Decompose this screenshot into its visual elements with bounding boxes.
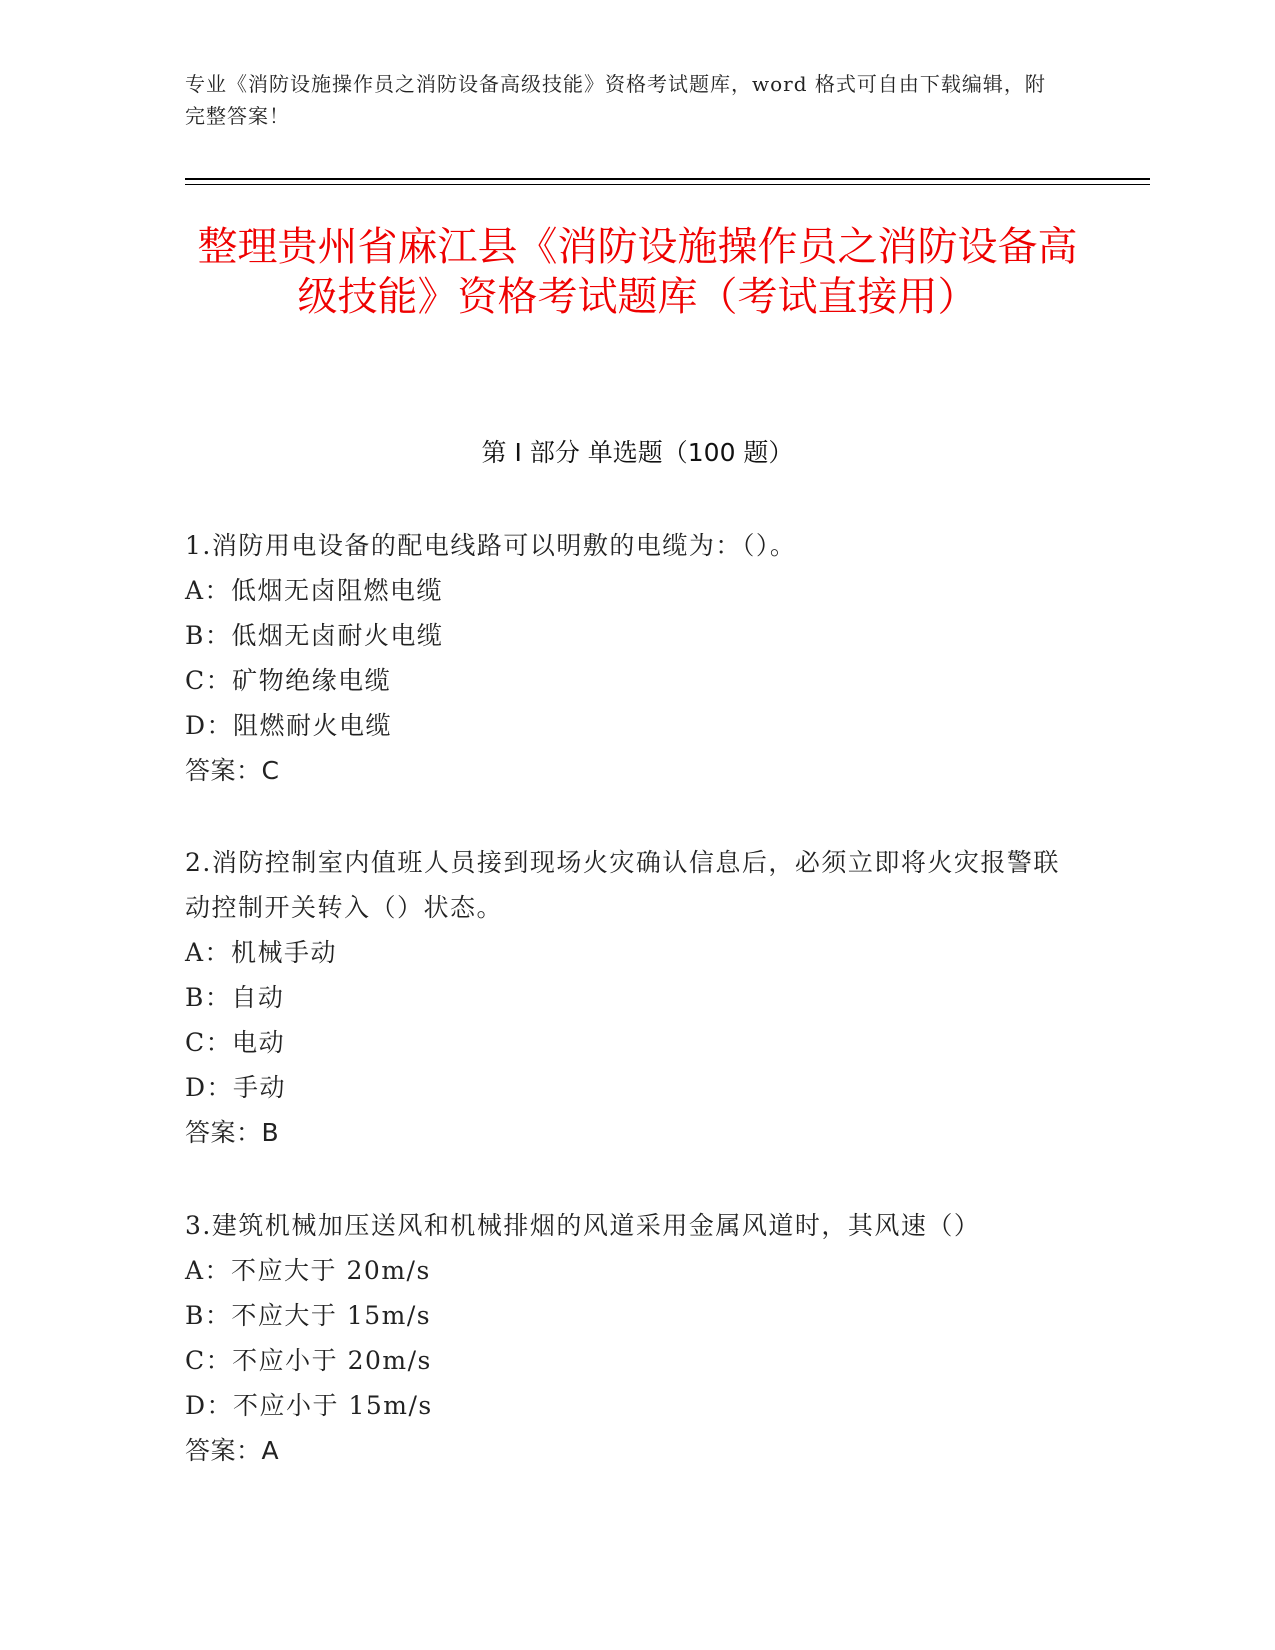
header-divider-thick [185, 178, 1150, 180]
question-stem: 3.建筑机械加压送风和机械排烟的风道采用金属风道时，其风速（） [185, 1211, 981, 1240]
option-a: A：低烟无卤阻燃电缆 [185, 576, 444, 605]
answer-line: 答案：A [185, 1436, 280, 1465]
header-divider-thin [185, 184, 1150, 185]
option-d: D：不应小于 15m/s [185, 1391, 433, 1420]
question-block [185, 1203, 1065, 1473]
header-note: 专业《消防设施操作员之消防设备高级技能》资格考试题库，word 格式可自由下载编辑，附完整答案！ [185, 72, 1046, 128]
option-b: B：不应大于 15m/s [185, 1301, 432, 1330]
answer-line: 答案：B [185, 1118, 280, 1147]
option-a: A：不应大于 20m/s [185, 1256, 431, 1285]
option-d: D：阻燃耐火电缆 [185, 711, 393, 740]
option-c: C：电动 [185, 1028, 286, 1057]
document-title: 整理贵州省麻江县《消防设施操作员之消防设备高级技能》资格考试题库（考试直接用） [197, 224, 1078, 320]
option-c: C：矿物绝缘电缆 [185, 666, 392, 695]
option-a: A：机械手动 [185, 938, 338, 967]
section-heading: 第 I 部分 单选题（100 题） [481, 438, 794, 467]
option-b: B：低烟无卤耐火电缆 [185, 621, 444, 650]
option-c: C：不应小于 20m/s [185, 1346, 432, 1375]
option-d: D：手动 [185, 1073, 287, 1102]
question-stem: 1.消防用电设备的配电线路可以明敷的电缆为：（）。 [185, 531, 797, 560]
answer-line: 答案：C [185, 756, 280, 785]
option-b: B：自动 [185, 983, 285, 1012]
question-stem: 2.消防控制室内值班人员接到现场火灾确认信息后，必须立即将火灾报警联动控制开关转入（）状态。 [185, 848, 1060, 922]
question-block [185, 840, 1065, 1155]
question-block [185, 523, 1065, 793]
